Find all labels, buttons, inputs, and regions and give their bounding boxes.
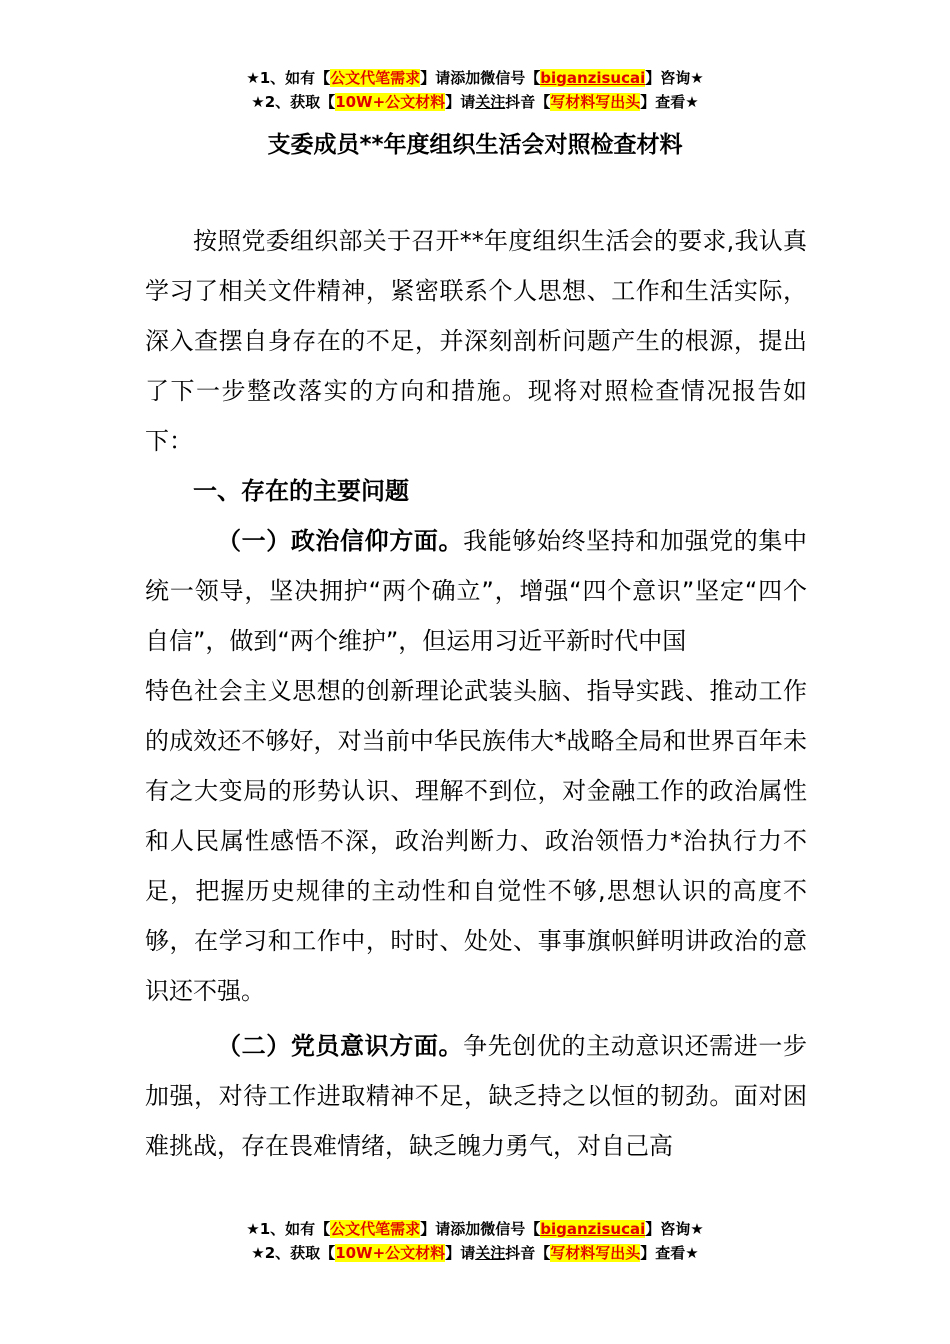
highlight-douyin-account: 写材料写出头: [550, 93, 641, 111]
highlight-materials: 10W+公文材料: [335, 1244, 446, 1262]
highlight-wechat-id: biganzisucai: [540, 69, 646, 87]
item-2-paragraph: [145, 1021, 807, 1171]
banner-text: 】咨询★: [645, 1220, 704, 1238]
document-body: [145, 216, 807, 1171]
footer-banner: [0, 1217, 950, 1265]
header-banner: [0, 66, 950, 114]
highlight-materials: 10W+公文材料: [335, 93, 446, 111]
banner-text: ★2、获取【: [251, 93, 336, 111]
section-heading: 一、存在的主要问题: [193, 477, 409, 505]
banner-text: ★1、如有【: [246, 69, 331, 87]
item-1-text: 我能够始终坚持和加强党的集中统一领导，坚决拥护“两个确立”，增强“四个意识”坚定“四个自信”，做到“两个维护”，但运用习近平新时代中国: [145, 527, 808, 655]
intro-paragraph: 按照党委组织部关于召开**年度组织生活会的要求,我认真学习了相关文件精神，紧密联系个人思想、工作和生活实际，深入查摆自身存在的不足，并深刻剖析问题产生的根源，提出了下一步整改落实的方向和措施。现将对照检查情况报告如下：: [145, 227, 807, 455]
banner-text: 抖音【: [505, 93, 551, 111]
highlight-wechat-id: biganzisucai: [540, 1220, 646, 1238]
item-2-lead: （二）党员意识方面。: [217, 1032, 464, 1060]
underlined-follow: 关注: [475, 1244, 506, 1262]
banner-line-2: [0, 1241, 950, 1265]
item-1-lead: （一）政治信仰方面。: [217, 527, 464, 555]
banner-text: 】请添加微信号【: [420, 1220, 541, 1238]
banner-text: ★2、获取【: [251, 1244, 336, 1262]
banner-text: 】咨询★: [645, 69, 704, 87]
document-title: 支委成员**年度组织生活会对照检查材料: [267, 132, 683, 158]
banner-text: 】查看★: [640, 93, 699, 111]
banner-line-1: [0, 1217, 950, 1241]
banner-line-1: [0, 66, 950, 90]
banner-text: 】请: [445, 1244, 476, 1262]
banner-text: 】查看★: [640, 1244, 699, 1262]
highlight-douyin-account: 写材料写出头: [550, 1244, 641, 1262]
item-1-paragraph: [145, 516, 807, 666]
banner-text: 】请: [445, 93, 476, 111]
banner-text: 抖音【: [505, 1244, 551, 1262]
banner-text: 】请添加微信号【: [420, 69, 541, 87]
highlight-service: 公文代笔需求: [330, 1220, 421, 1238]
underlined-follow: 关注: [475, 93, 506, 111]
highlight-service: 公文代笔需求: [330, 69, 421, 87]
item-2-text: 争先创优的主动意识还需进一步加强，对待工作进取精神不足，缺乏持之以恒的韧劲。面对困难挑战，存在畏难情绪，缺乏魄力勇气，对自己高: [145, 1032, 808, 1160]
banner-line-2: [0, 90, 950, 114]
banner-text: ★1、如有【: [246, 1220, 331, 1238]
item-1-continuation: 特色社会主义思想的创新理论武装头脑、指导实践、推动工作的成效还不够好，对当前中华民族伟大*战略全局和世界百年未有之大变局的形势认识、理解不到位，对金融工作的政治属性和人民属性感悟不深，政治判断力、政治领悟力*治执行力不足，把握历史规律的主动性和自觉性不够,思想认识的高度不够，在学习和工作中，时时、处处、事事旗帜鲜明讲政治的意识还不强。: [145, 677, 807, 1005]
